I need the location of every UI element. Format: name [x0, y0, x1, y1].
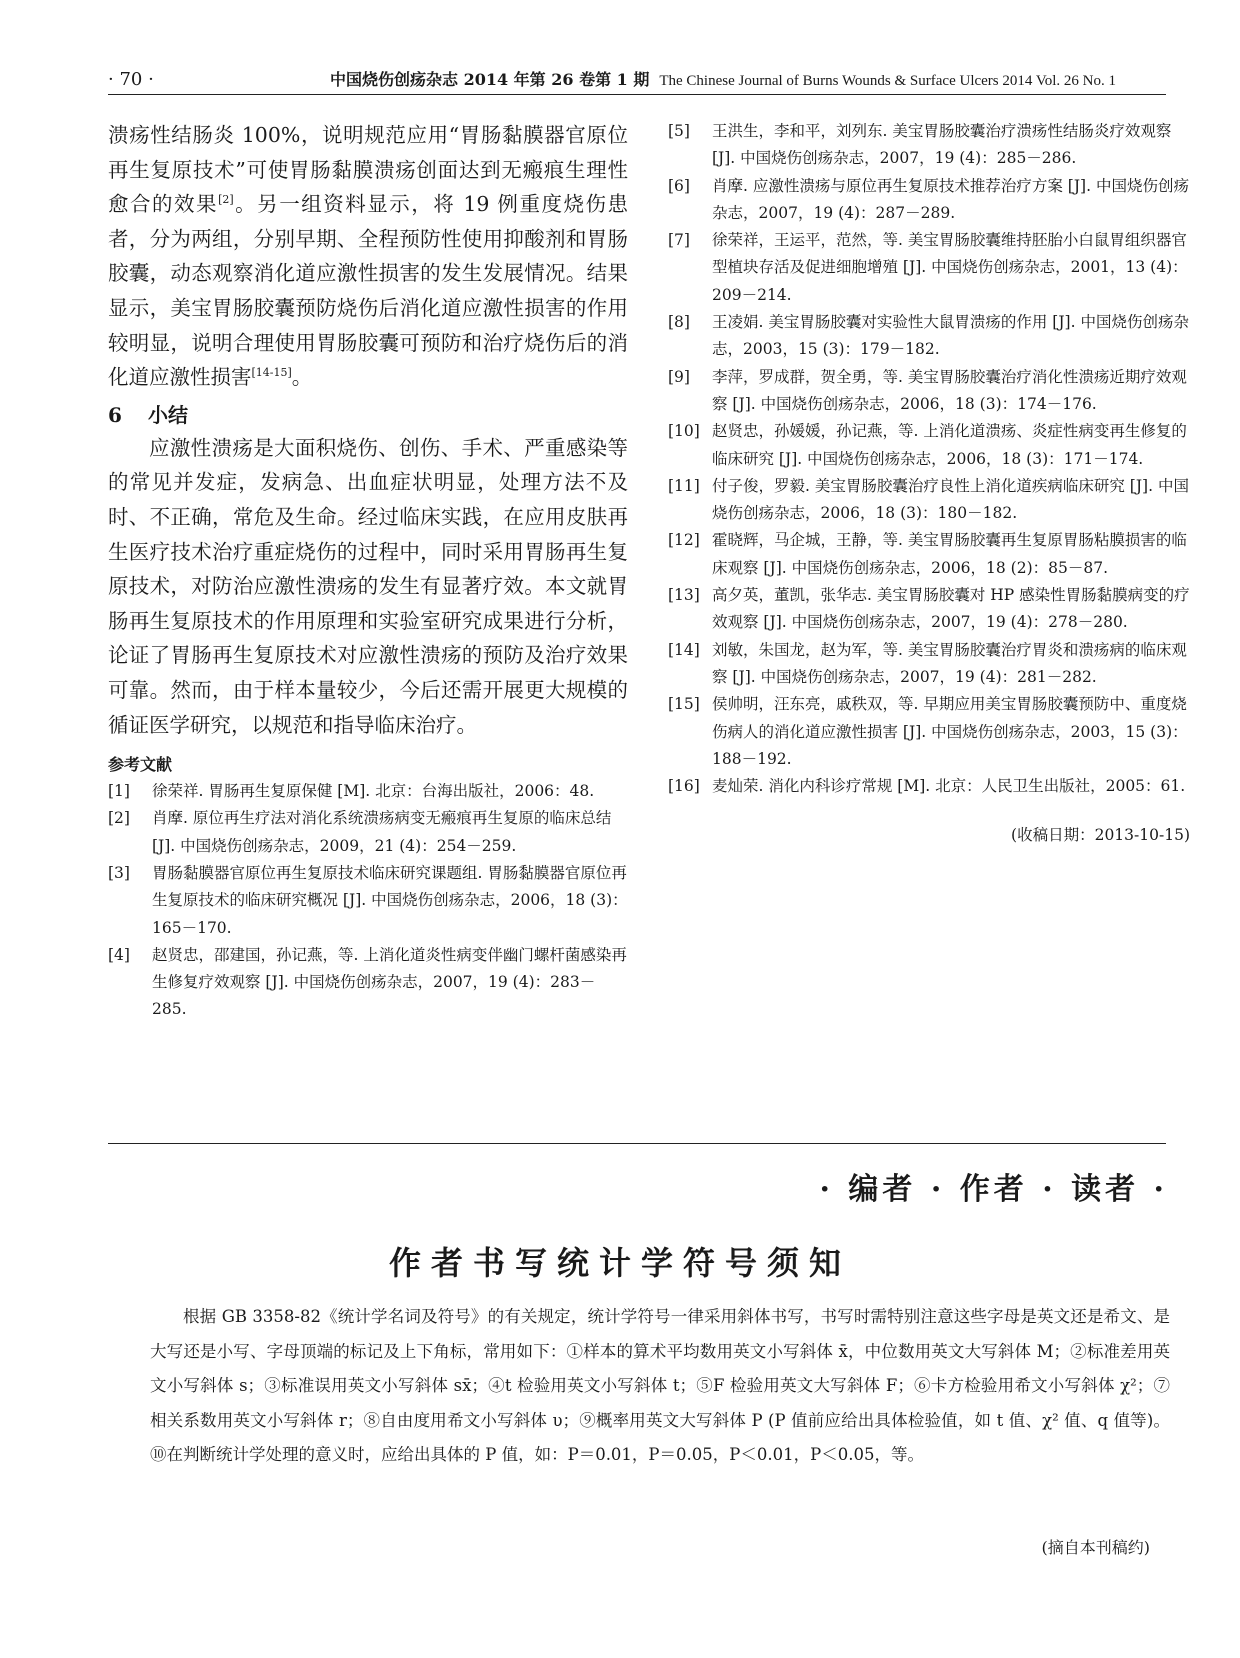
- reference-text: 肖摩. 原位再生疗法对消化系统溃疡病变无瘢痕再生复原的临床总结 [J]. 中国烧伤创疡杂志，2009，21 (4)：254－259.: [152, 809, 612, 855]
- paragraph-text: 。另一组资料显示，将 19 例重度烧伤患者，分为两组，分别早期、全程预防性使用抑酸剂和胃肠胶囊，动态观察消化道应激性损害的发生发展情况。结果显示，美宝胃肠胶囊预防烧伤后消化道应激性损害的作用较明显，说明合理使用胃肠胶囊可预防和治疗烧伤后的消化道应激性损害: [108, 192, 628, 390]
- paragraph-text: 溃疡性结肠炎 100%，说明规范应用“胃肠黏膜器官原位再生复原技术”可使胃肠黏膜溃疡创面达到无瘢痕生理性愈合的效果: [108, 123, 628, 217]
- reference-number: [14]: [668, 640, 700, 659]
- reference-number: [16]: [668, 777, 700, 796]
- reference-number: [11]: [668, 476, 700, 495]
- reference-item: [668, 527, 1190, 582]
- reference-number: [13]: [668, 586, 700, 605]
- reference-text: 刘敏，朱国龙，赵为军，等. 美宝胃肠胶囊治疗胃炎和溃疡病的临床观察 [J]. 中国烧伤创疡杂志，2007，19 (4)：281－282.: [712, 640, 1187, 686]
- reference-item: [668, 418, 1190, 473]
- reference-item: [668, 309, 1190, 364]
- notice-body: 根据 GB 3358-82《统计学名词及符号》的有关规定，统计学符号一律采用斜体书写，书写时需特别注意这些字母是英文还是希文、是大写还是小写、字母顶端的标记及上下角标，常用如下：①样本的算术平均数用英文小写斜体 x̄，中位数用英文大写斜体 M；②标准差用英文小写斜体 s；③标准误用英文小写斜体 sx̄；④t 检验用英文小写斜体 t；⑤F 检验用英文大写斜体 F；⑥卡方检验用希文小写斜体 χ²；⑦相关系数用英文小写斜体 r；⑧自由度用希文小写斜体 υ；⑨概率用英文大写斜体 P (P 值前应给出具体检验值，如 t 值、χ² 值、q 值等)。⑩在判断统计学处理的意义时，应给出具体的 P 值，如：P＝0.01，P＝0.05，P＜0.01，P＜0.05，等。: [150, 1307, 1170, 1464]
- column-name: · 编者 · 作者 · 读者 ·: [819, 1172, 1168, 1207]
- reference-number: [3]: [108, 863, 130, 882]
- reference-item: [668, 637, 1190, 692]
- reference-number: [7]: [668, 231, 690, 250]
- body-paragraph-1: [108, 118, 628, 395]
- reference-item: [668, 691, 1190, 773]
- reference-item: [668, 173, 1190, 228]
- reference-number: [8]: [668, 313, 690, 332]
- reference-item: [668, 773, 1190, 800]
- page-number: · 70 ·: [108, 69, 154, 90]
- reference-number: [2]: [108, 809, 130, 828]
- section-heading: [108, 399, 628, 431]
- reference-text: 肖摩. 应激性溃疡与原位再生复原技术推荐治疗方案 [J]. 中国烧伤创疡杂志，2007，19 (4)：287－289.: [712, 176, 1189, 222]
- reference-text: 徐荣祥. 胃肠再生复原保健 [M]. 北京：台海出版社，2006：48.: [152, 782, 595, 801]
- citation: [14-15]: [251, 366, 292, 380]
- reference-number: [5]: [668, 122, 690, 140]
- reference-list-right: [668, 118, 1190, 800]
- reference-list-left: [108, 778, 628, 1024]
- citation: [2]: [218, 193, 234, 207]
- reference-text: 徐荣祥，王运平，范然，等. 美宝胃肠胶囊维持胚胎小白鼠胃组织器官型植块存活及促进细胞增殖 [J]. 中国烧伤创疡杂志，2001，13 (4)：209－214.: [712, 231, 1188, 304]
- reference-number: [12]: [668, 531, 700, 550]
- reference-text: 侯帅明，汪东亮，戚秩双，等. 早期应用美宝胃肠胶囊预防中、重度烧伤病人的消化道应激性损害 [J]. 中国烧伤创疡杂志，2003，15 (3)：188－192.: [712, 695, 1188, 768]
- journal-title-en: The Chinese Journal of Burns Wounds & Surface Ulcers 2014 Vol. 26 No. 1: [659, 73, 1117, 89]
- right-column: [668, 118, 1190, 849]
- reference-text: 赵贤忠，孙媛媛，孙记燕，等. 上消化道溃疡、炎症性病变再生修复的临床研究 [J]. 中国烧伤创疡杂志，2006，18 (3)：171－174.: [712, 422, 1187, 468]
- section-title: 小结: [148, 402, 188, 427]
- reference-text: 王凌娟. 美宝胃肠胶囊对实验性大鼠胃溃疡的作用 [J]. 中国烧伤创疡杂志，2003，15 (3)：179－182.: [712, 313, 1189, 359]
- reference-text: 李萍，罗成群，贺全勇，等. 美宝胃肠胶囊治疗消化性溃疡近期疗效观察 [J]. 中国烧伤创疡杂志，2006，18 (3)：174－176.: [712, 367, 1187, 413]
- section-number: 6: [108, 402, 122, 427]
- reference-item: [108, 942, 628, 1024]
- reference-item: [668, 473, 1190, 528]
- journal-title-cn: 中国烧伤创疡杂志 2014 年第 26 卷第 1 期: [330, 70, 650, 89]
- reference-item: [668, 582, 1190, 637]
- reference-text: 霍晓辉，马企城，王静，等. 美宝胃肠胶囊再生复原胃肠粘膜损害的临床观察 [J]. 中国烧伤创疡杂志，2006，18 (2)：85－87.: [712, 531, 1187, 577]
- left-column: [108, 118, 628, 1024]
- section-divider: [108, 1143, 1166, 1144]
- notice-source: (摘自本刊稿约): [1041, 1538, 1150, 1557]
- reference-number: [6]: [668, 176, 690, 195]
- reference-text: 胃肠黏膜器官原位再生复原技术临床研究课题组. 胃肠黏膜器官原位再生复原技术的临床研究概况 [J]. 中国烧伤创疡杂志，2006，18 (3)：165－170.: [152, 863, 628, 937]
- reference-text: 王洪生，李和平，刘列东. 美宝胃肠胶囊治疗溃疡性结肠炎疗效观察 [J]. 中国烧伤创疡杂志，2007，19 (4)：285－286.: [712, 122, 1172, 168]
- running-header: [108, 62, 1166, 95]
- body-paragraph-2: 应激性溃疡是大面积烧伤、创伤、手术、严重感染等的常见并发症，发病急、出血症状明显，处理方法不及时、不正确，常危及生命。经过临床实践，在应用皮肤再生医疗技术治疗重症烧伤的过程中，同时采用胃肠再生复原技术，对防治应激性溃疡的发生有显著疗效。本文就胃肠再生复原技术的作用原理和实验室研究成果进行分析，论证了胃肠再生复原技术对应激性溃疡的预防及治疗效果可靠。然而，由于样本量较少，今后还需开展更大规模的循证医学研究，以规范和指导临床治疗。: [108, 435, 628, 737]
- notice-title: 作者书写统计学符号须知: [388, 1244, 851, 1282]
- reference-text: 赵贤忠，邵建国，孙记燕，等. 上消化道炎性病变伴幽门螺杆菌感染再生修复疗效观察 [J]. 中国烧伤创疡杂志，2007，19 (4)：283－285.: [152, 945, 627, 1019]
- reference-item: [108, 860, 628, 942]
- reference-number: [4]: [108, 945, 130, 964]
- reference-item: [668, 118, 1190, 173]
- received-date: (收稿日期：2013-10-15): [1011, 826, 1190, 845]
- reference-item: [668, 364, 1190, 419]
- reference-text: 麦灿荣. 消化内科诊疗常规 [M]. 北京：人民卫生出版社，2005：61.: [712, 777, 1186, 796]
- reference-number: [1]: [108, 782, 130, 801]
- references-heading: 参考文献: [108, 755, 173, 775]
- reference-number: [9]: [668, 367, 690, 386]
- paragraph-text: 。: [291, 365, 313, 390]
- reference-number: [15]: [668, 695, 700, 714]
- reference-text: 付子俊，罗毅. 美宝胃肠胶囊治疗良性上消化道疾病临床研究 [J]. 中国烧伤创疡杂志，2006，18 (3)：180－182.: [712, 476, 1189, 523]
- reference-text: 高夕英，董凯，张华志. 美宝胃肠胶囊对 HP 感染性胃肠黏膜病变的疗效观察 [J]. 中国烧伤创疡杂志，2007，19 (4)：278－280.: [712, 586, 1190, 632]
- reference-item: [108, 778, 628, 805]
- reference-item: [668, 227, 1190, 309]
- reference-item: [108, 805, 628, 860]
- reference-number: [10]: [668, 422, 700, 441]
